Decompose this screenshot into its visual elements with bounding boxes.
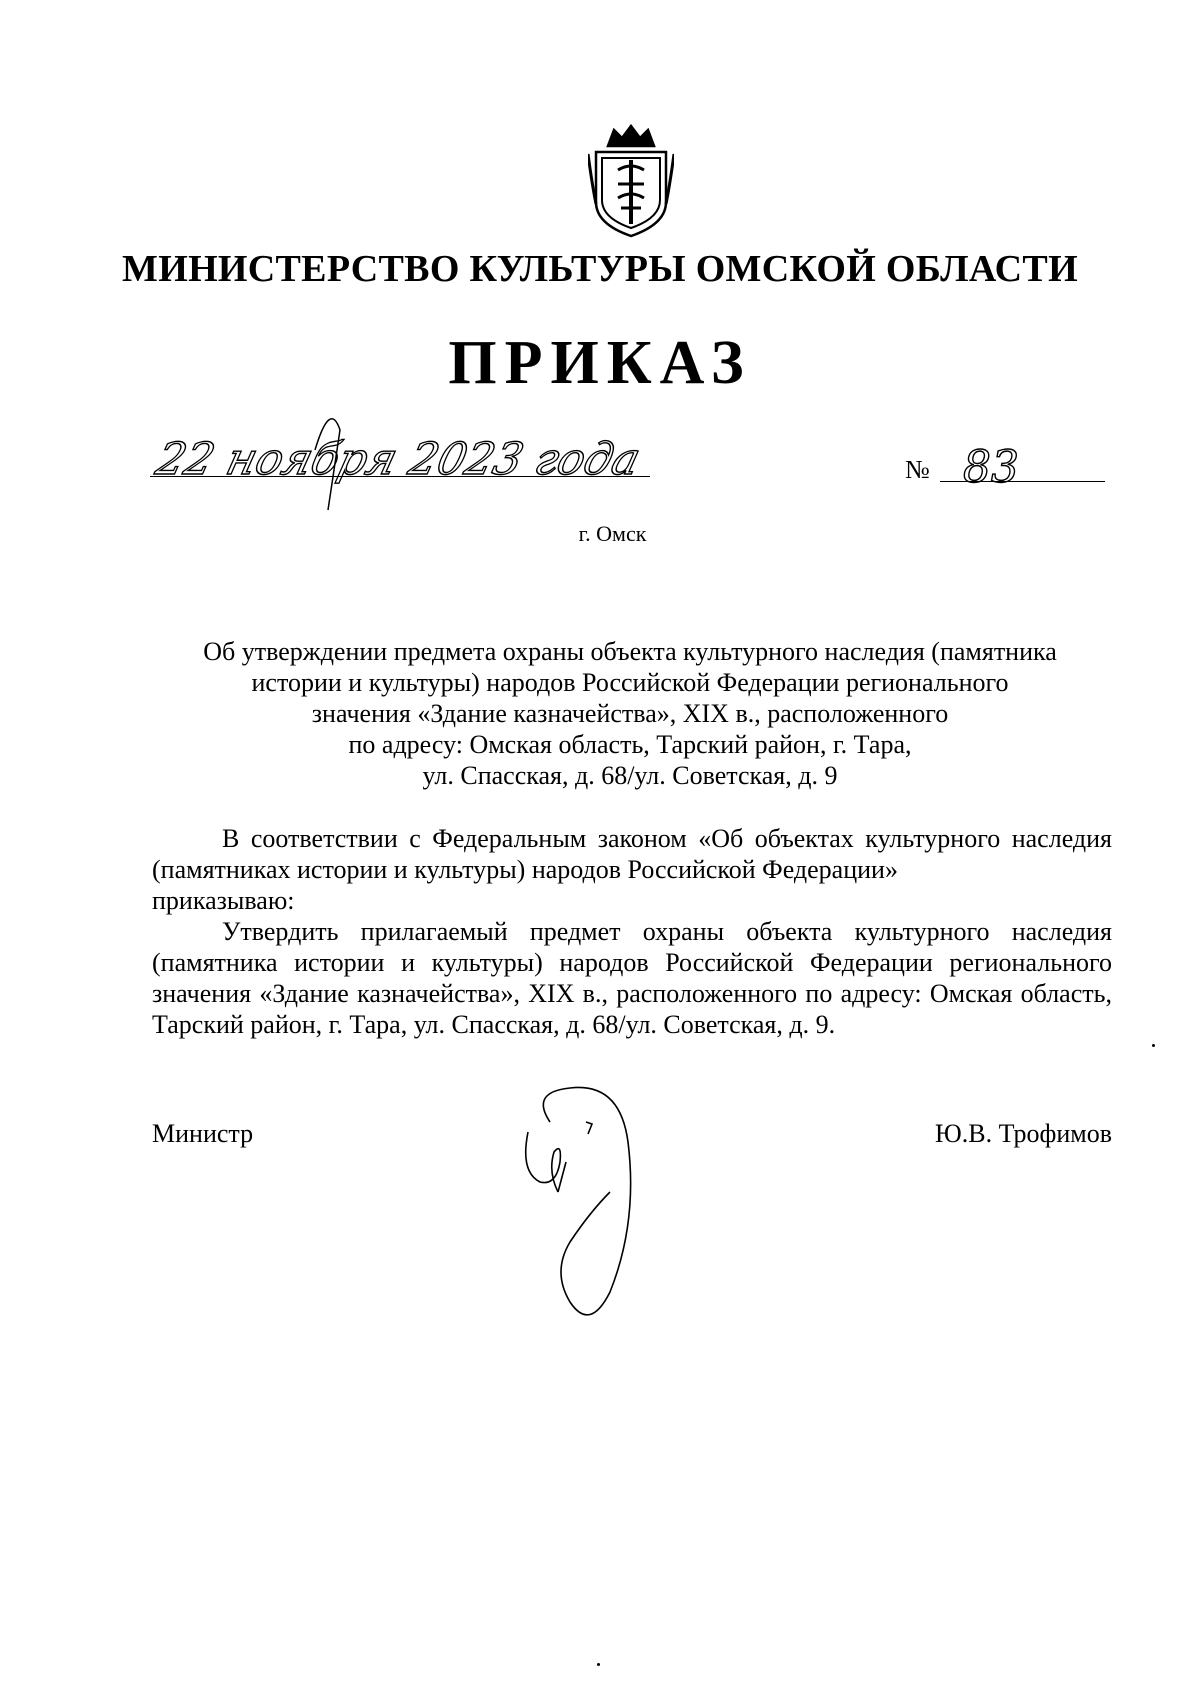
ministry-name: МИНИСТЕРСТВО КУЛЬТУРЫ ОМСКОЙ ОБЛАСТИ xyxy=(122,248,1078,290)
city: г. Омск xyxy=(578,521,647,546)
number-text: 83 xyxy=(963,442,1019,493)
date-text: 22 ноября 2023 года xyxy=(151,433,646,485)
subject-line: истории и культуры) народов Российской Федерации регионального xyxy=(251,668,1009,697)
order-subject xyxy=(150,636,1110,791)
order-body xyxy=(152,823,1112,1040)
body-paragraph-approve: Утвердить прилагаемый предмет охраны объекта культурного наследия (памятника истории и культуры) народов Российской Федерации регионального значения «Здание казначейства», XIX в., расположенного по адресу: Омская область, Тарский район, г. Тара, ул. Спасская, д. 68/ул. Советская, д. 9. xyxy=(152,917,1112,1039)
coat-of-arms-icon xyxy=(588,124,674,240)
signer-name: Ю.В. Трофимов xyxy=(935,1119,1112,1148)
handwritten-signature xyxy=(510,1082,660,1332)
document-type-title: ПРИКАЗ xyxy=(448,329,752,397)
handwritten-date xyxy=(150,410,670,520)
body-paragraph-basis: В соответствии с Федеральным законом «Об объектах культурного наследия (памятниках истории и культуры) народов Российской Федерации» xyxy=(152,824,1112,884)
scan-speck xyxy=(1152,1044,1155,1047)
subject-line: значения «Здание казначейства», XIX в., расположенного xyxy=(311,699,949,728)
body-decree-word: приказываю: xyxy=(152,886,295,915)
handwritten-number xyxy=(955,440,1045,500)
subject-line: по адресу: Омская область, Тарский район, г. Тара, xyxy=(348,730,912,759)
subject-line: Об утверждении предмета охраны объекта культурного наследия (памятника xyxy=(203,637,1057,666)
subject-line: ул. Спасская, д. 68/ул. Советская, д. 9 xyxy=(422,761,838,790)
signer-title: Министр xyxy=(152,1119,254,1148)
number-label: № xyxy=(905,455,930,484)
scan-speck xyxy=(597,1663,600,1666)
